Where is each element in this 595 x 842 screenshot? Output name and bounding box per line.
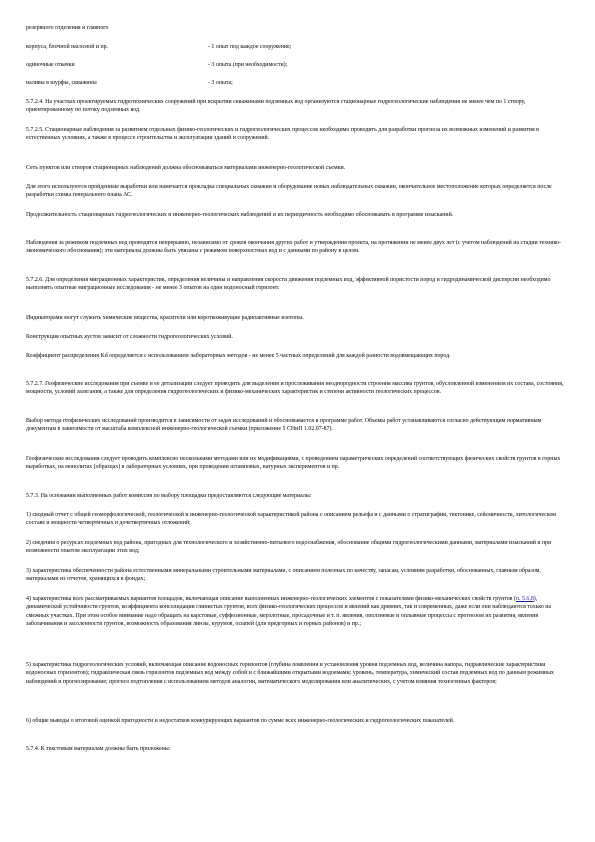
paragraph-network: Сеть пунктов или створов стационарных наблюдений должна обосновываться материалами инженерно-геологической съемки. xyxy=(26,165,346,171)
paragraph-5-7-2-5: 5.7.2.5. Стационарные наблюдения за развитием отдельных физико-геологических и гидрогеологических процессов необходимо проводить для разработки прогноза их возможных изменений и развития в естественных условиях, а также в процессе строительства и эксплуатации зданий и сооружений. xyxy=(26,127,539,142)
paragraph-5-7-2-4: 5.7.2.4. На участках проектируемых гидротехнических сооружений при вскрытии скважинами подземных вод организуются стационарные гидрогеологические наблюдения не менее чем по 1 створу, ориентированному по потоку подземных вод. xyxy=(26,99,526,114)
paragraph-kd: Коэффициент распределения Kd определяется с использованием лабораторных методов - не менее 5 частных определений для каждой разности водовмещающих пород. xyxy=(26,353,451,359)
paragraph-5-7-2-6: 5.7.2.6. Для определения миграционных характеристик, определения величины и направления скорости движения подземных вод, эффективной пористости пород и гидродинамической дисперсии необходимо выполнять опытные миграционные исследования - не менее 3 опытов на один водоносный горизонт. xyxy=(26,277,551,292)
list-row-2 xyxy=(26,61,572,70)
paragraph-item-4-after: ), динамической устойчивости грунтов, коэффициента консолидации глинистых грунтов, всех физико-геологических процессов и явлений как древних, так и современных, даже если они наблюдаются только на смежных участках. При этом особое внимание надо обращать на карстовые, суффозионные, мерзлотные, просадочные и т. п. явления, оползневые и оплывные процессы с прогнозом их развития, явления заболачивания и засоленности грунтов, возможность образования линзы, курумов, осыпей (для предгорных и горных районов) и пр.; xyxy=(26,596,552,628)
paragraph-item-1: 1) сводный отчет с общей геоморфологической, геологической и инженерно-геологической характеристикой района с описанием рельефа и с данными о стратиграфии, тектонике, сейсмичности, литологическом составе и мощности четвертичных и дочетвертичных отложений; xyxy=(26,512,557,527)
paragraph-construction: Конструкция опытных кустов зависит от сложности гидрогеологических условий. xyxy=(26,334,233,340)
paragraph-item-4 xyxy=(26,595,572,629)
paragraph-item-3: 3) характеристика обеспеченности района естественными минеральными строительными материалами, с описанием полезных по качеству, запасам, условиям разработки, обоснованных, главным образом, материалами из отчетов, хранящихся в фондах; xyxy=(26,568,541,583)
paragraph-regime: Наблюдения за режимом подземных вод проводятся непрерывно, независимо от сроков окончания других работ и утверждения проекта, на протяжении не менее двух лет (с учетом наблюдений на стадии технико-экономического обоснования); эти материалы должны быть увязаны с режимом поверхностных вод и с данными по району в целом. xyxy=(26,240,561,255)
paragraph-5-7-2-7: 5.7.2.7. Геофизические исследования при съемке и ее детализации следует проводить для выделения и прослеживания неоднородности строения массива грунтов, обусловленной изменением их состава, состояния, мощности, условий залегания, а также для определения гидрогеологических и физико-механических характеристик и степени активности геологических процессов. xyxy=(26,381,564,396)
paragraph-item-5: 5) характеристика гидрогеологических условий, включающая описание водоносных горизонтов (глубина появления и установления уровня подземных вод, величина напора, гидравлические характеристики водоносных горизонтов); гидравлическая связь горизонтов подземных вод между собой и с ближайшими открытыми водоемами; уровень, температура, химический состав подземных вод по данным режимных наблюдений и прогнозирование; прогноз подтопления с использованием методов аналогии, математического моделирования или аналитических, с учетом влияния техногенных факторов; xyxy=(26,662,554,685)
list-row-1 xyxy=(26,43,572,52)
list-row-2-right: - 3 опыта (при необходимости); xyxy=(208,62,288,68)
header-line: резервного отделения и главного xyxy=(26,25,109,31)
list-row-3-right: - 3 опыта; xyxy=(208,80,233,86)
reference-link-5-6-8[interactable]: п. 5.6.8 xyxy=(515,596,534,602)
paragraph-5-7-4: 5.7.4. К текстовым материалам должны быть приложены: xyxy=(26,746,171,752)
paragraph-indicators: Индикаторами могут служить химические вещества, красители или короткоживущие радиоактивные изотопы. xyxy=(26,315,304,321)
paragraph-wells: Для этого используются пройденные выработки или намечается прокладка специальных скважин и оборудование новых наблюдательных скважин, окончательное местоположение которых определяется после разработки схемы генерального плана АС. xyxy=(26,184,552,199)
paragraph-item-4-before: 4) характеристика всех рассматриваемых вариантов площадок, включающая описание выполненных инженерно-геологических элементов с показателями физико-механических свойств грунтов ( xyxy=(26,596,516,602)
list-row-2-left: одиночные откачки xyxy=(26,62,75,68)
paragraph-duration: Продолжительность стационарных гидрогеологических и инженерно-геологических наблюдений и их периодичность необходимо обосновывать в программе изысканий. xyxy=(26,212,454,218)
paragraph-item-6: 6) общие выводы о итоговой оценкой пригодности и недостатков конкурирующих вариантов по сумме всех инженерно-геологических и гидрогеологических показателей. xyxy=(26,718,455,724)
list-row-1-right: - 1 опыт под каждое сооружение; xyxy=(208,44,292,50)
list-row-3-left: наливы в шурфы, скважины xyxy=(26,80,97,86)
paragraph-method-choice: Выбор метода геофизических исследований производится в зависимости от задач исследований и обосновывается в программе работ. Объемы работ устанавливаются согласно действующим нормативным документам в зависимости от масштаба комплексной инженерно-геологической съемки (приложение 5 СНиП 1.02.07-87). xyxy=(26,418,542,433)
paragraph-5-7-3: 5.7.3. На основании выполненных работ комиссия по выбору площадки предоставляются следующие материалы: xyxy=(26,493,312,499)
paragraph-item-2: 2) сведения о ресурсах подземных вод района, пригодных для технологического и хозяйственно-питьевого водоснабжения, обоснование общими гидрогеологическими данными, материалами изысканий и при возможности опытом эксплуатации этих вод; xyxy=(26,540,552,555)
paragraph-geophysics: Геофизические исследования следует проводить комплексно несколькими методами или их модификациями, с проведением параметрических определений соответствующих физических свойств грунтов в горных выработках, на монолитах (образцах) в лабораторных условиях, при проведении штамповых, натурных экспериментов и пр. xyxy=(26,456,561,471)
list-row-1-left: корпуса, блочной насосной и пр. xyxy=(26,44,109,50)
list-row-3 xyxy=(26,79,572,88)
